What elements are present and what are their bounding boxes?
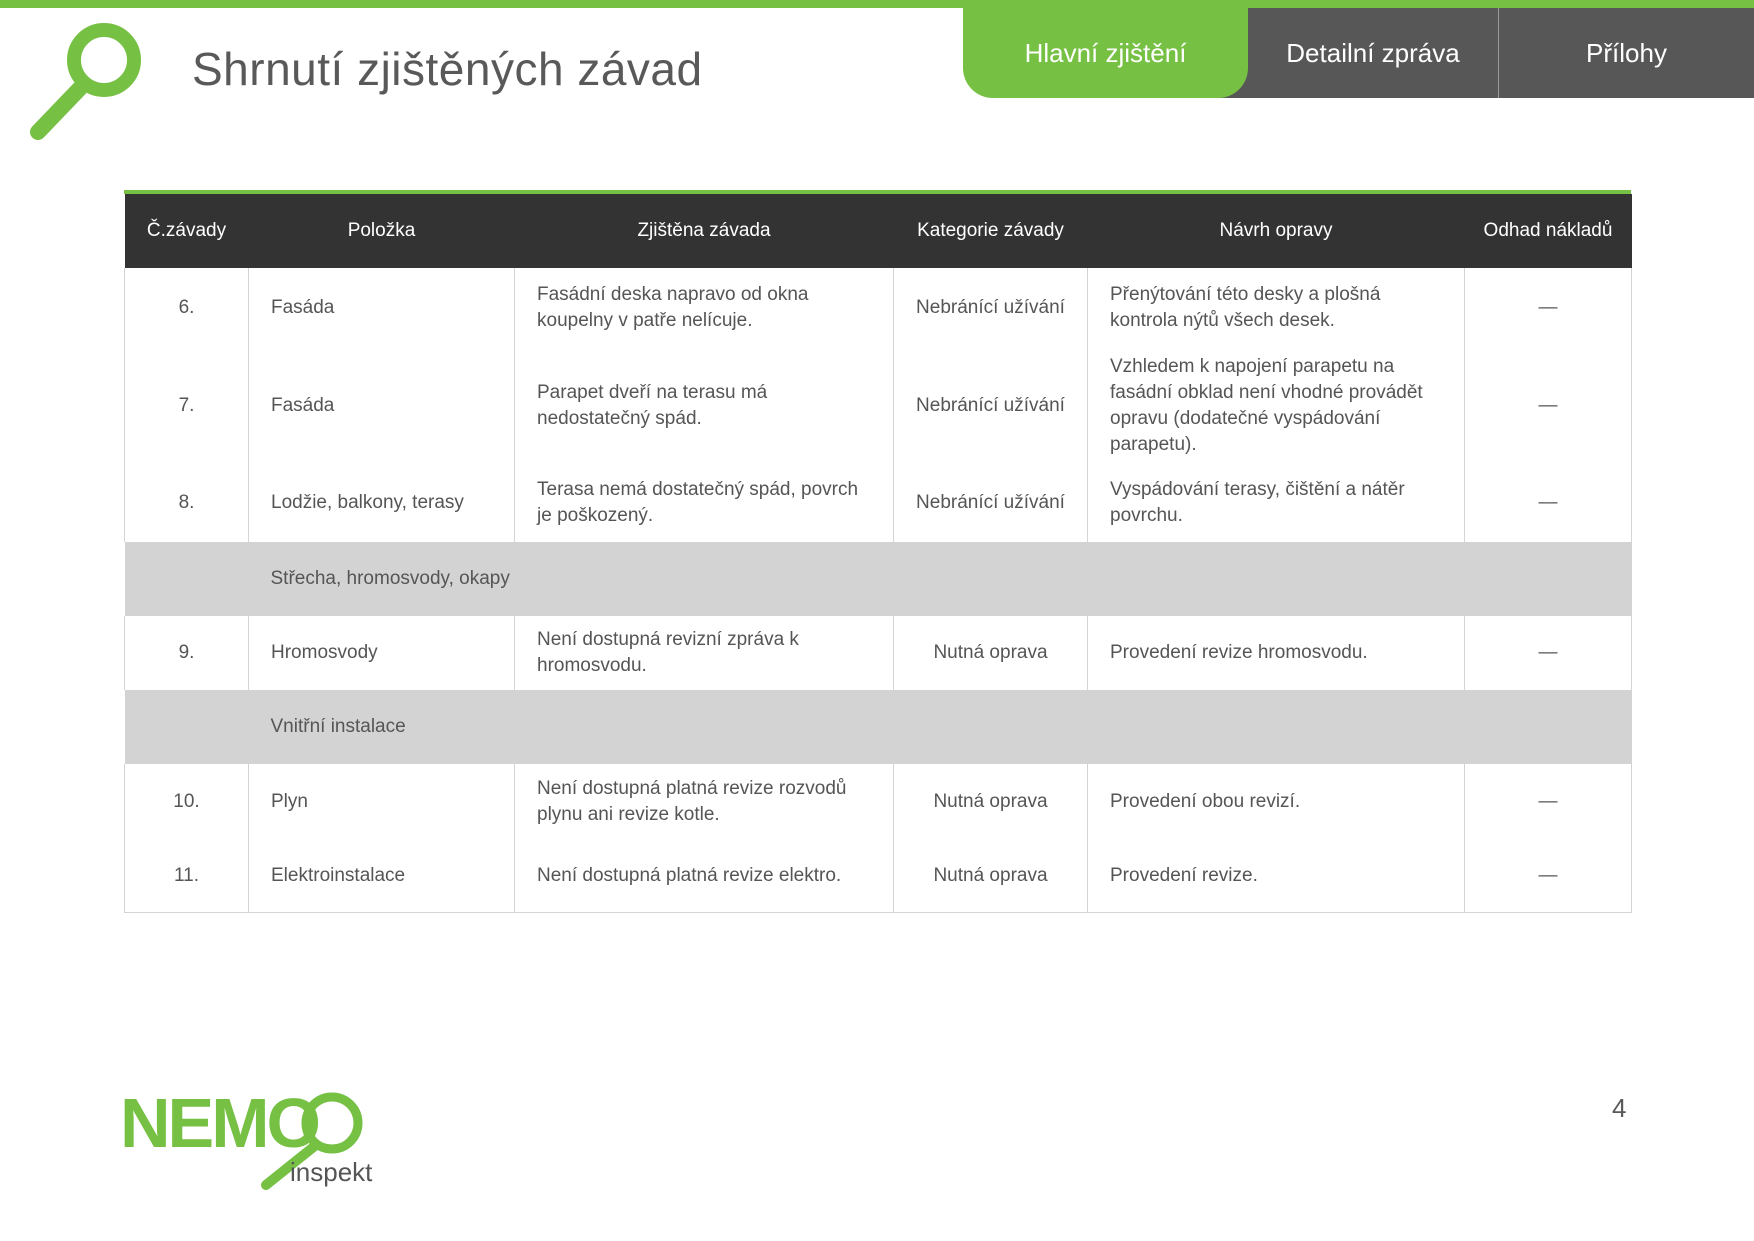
col-header-item: Položka	[249, 194, 515, 268]
cell-item: Elektroinstalace	[249, 840, 515, 912]
top-accent-bar	[0, 0, 1754, 8]
cell-repair: Provedení revize.	[1088, 840, 1465, 912]
cell-category: Nutná oprava	[894, 616, 1088, 690]
cell-defect: Není dostupná platná revize rozvodů plynu ani revize kotle.	[515, 764, 894, 840]
cell-defect: Není dostupná revizní zpráva k hromosvodu.	[515, 616, 894, 690]
cell-cost: —	[1465, 840, 1632, 912]
cell-cost: —	[1465, 348, 1632, 464]
section-label: Střecha, hromosvody, okapy	[249, 542, 1632, 616]
cell-defect: Parapet dveří na terasu má nedostatečný spád.	[515, 348, 894, 464]
table-row	[125, 840, 1632, 912]
page-number: 4	[1612, 1093, 1627, 1123]
nemo-inspekt-logo	[120, 1085, 380, 1195]
cell-cost: —	[1465, 464, 1632, 542]
section-row-roof	[125, 542, 1632, 616]
col-header-number: Č.závady	[125, 194, 249, 268]
tab-attachments[interactable]: Přílohy	[1498, 8, 1754, 98]
cell-defect: Není dostupná platná revize elektro.	[515, 840, 894, 912]
cell-repair: Provedení revize hromosvodu.	[1088, 616, 1465, 690]
tab-main-findings[interactable]: Hlavní zjištění	[963, 8, 1248, 98]
section-spacer	[125, 690, 249, 764]
cell-defect: Terasa nemá dostatečný spád, povrch je poškozený.	[515, 464, 894, 542]
cell-repair: Provedení obou revizí.	[1088, 764, 1465, 840]
cell-cost: —	[1465, 616, 1632, 690]
cell-category: Nutná oprava	[894, 764, 1088, 840]
cell-cost: —	[1465, 764, 1632, 840]
cell-item: Hromosvody	[249, 616, 515, 690]
col-header-defect: Zjištěna závada	[515, 194, 894, 268]
tab-detailed-report[interactable]: Detailní zpráva	[1213, 8, 1498, 98]
cell-number: 8.	[125, 464, 249, 542]
nav-tabs	[963, 8, 1754, 98]
col-header-category: Kategorie závady	[894, 194, 1088, 268]
cell-category: Nebránící užívání	[894, 268, 1088, 348]
defects-table	[124, 194, 1632, 913]
section-label: Vnitřní instalace	[249, 690, 1632, 764]
cell-item: Fasáda	[249, 268, 515, 348]
cell-item: Lodžie, balkony, terasy	[249, 464, 515, 542]
table-row	[125, 268, 1632, 348]
table-row	[125, 348, 1632, 464]
cell-category: Nebránící užívání	[894, 464, 1088, 542]
section-row-interior	[125, 690, 1632, 764]
cell-number: 9.	[125, 616, 249, 690]
cell-number: 11.	[125, 840, 249, 912]
defects-table-container	[124, 190, 1631, 913]
page-title: Shrnutí zjištěných závad	[192, 43, 703, 95]
cell-repair: Vyspádování terasy, čištění a nátěr povrchu.	[1088, 464, 1465, 542]
magnifier-icon	[26, 20, 151, 145]
table-row	[125, 464, 1632, 542]
cell-number: 6.	[125, 268, 249, 348]
cell-number: 10.	[125, 764, 249, 840]
cell-number: 7.	[125, 348, 249, 464]
logo-main-text: NEMO	[120, 1085, 318, 1162]
col-header-repair: Návrh opravy	[1088, 194, 1465, 268]
logo-sub-text: inspekt	[290, 1157, 373, 1187]
cell-item: Plyn	[249, 764, 515, 840]
cell-cost: —	[1465, 268, 1632, 348]
table-row	[125, 616, 1632, 690]
cell-repair: Vzhledem k napojení parapetu na fasádní obklad není vhodné provádět opravu (dodatečné vyspádování parapetu).	[1088, 348, 1465, 464]
cell-defect: Fasádní deska napravo od okna koupelny v patře nelícuje.	[515, 268, 894, 348]
col-header-cost: Odhad nákladů	[1465, 194, 1632, 268]
table-header-row	[125, 194, 1632, 268]
cell-item: Fasáda	[249, 348, 515, 464]
table-row	[125, 764, 1632, 840]
cell-repair: Přenýtování této desky a plošná kontrola nýtů všech desek.	[1088, 268, 1465, 348]
cell-category: Nebránící užívání	[894, 348, 1088, 464]
section-spacer	[125, 542, 249, 616]
cell-category: Nutná oprava	[894, 840, 1088, 912]
